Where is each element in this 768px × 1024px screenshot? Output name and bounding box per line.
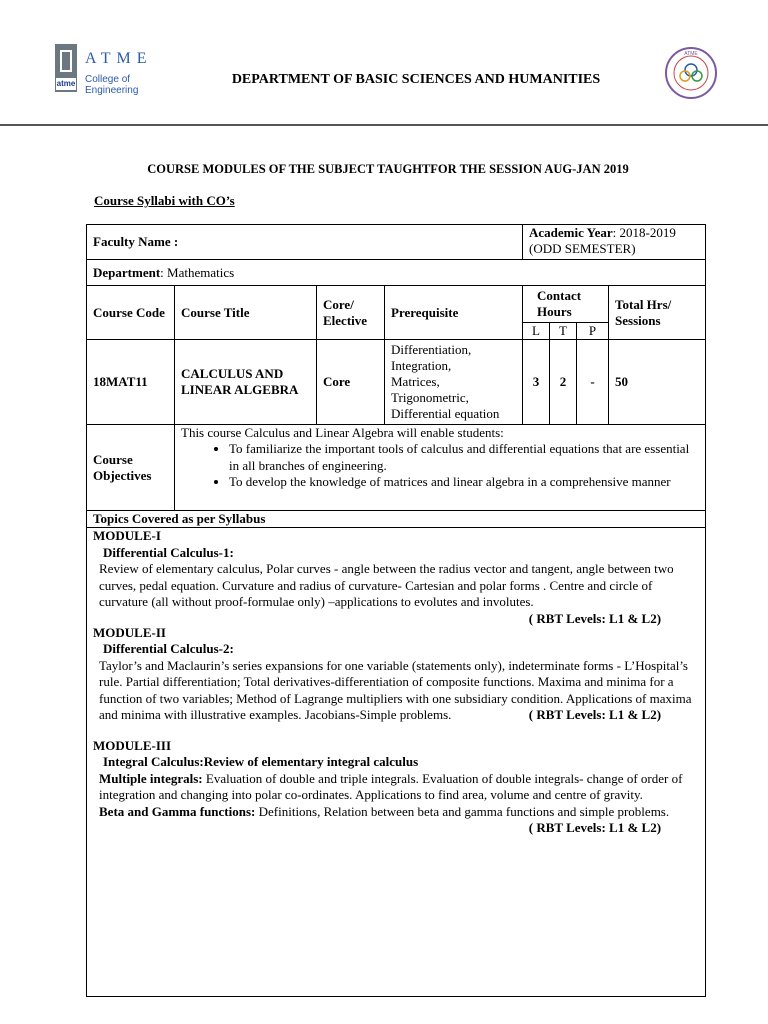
multiple-integrals-label: Multiple integrals: bbox=[99, 770, 203, 786]
objectives-intro: This course Calculus and Linear Algebra will enable students: bbox=[181, 425, 504, 440]
prerequisite-item: Differentiation, bbox=[391, 342, 472, 357]
academic-year-label: Academic Year bbox=[529, 225, 613, 240]
header-row-1 bbox=[87, 286, 706, 323]
topics-row bbox=[87, 528, 706, 997]
module-1-rbt-levels: ( RBT Levels: L1 & L2) bbox=[528, 610, 662, 626]
module-2-subtitle: Differential Calculus-2: bbox=[103, 641, 234, 656]
multiple-integrals-text: Evaluation of double and triple integrals. Evaluation of double integrals- change of order of integration and changing into polar co-ordinates. Applications to find area, volume and centre of gravity. bbox=[99, 770, 683, 802]
header-p: P bbox=[577, 323, 609, 340]
header-core-elective: Core/ Elective bbox=[317, 286, 385, 340]
header-prerequisite: Prerequisite bbox=[385, 286, 523, 340]
course-t: 2 bbox=[550, 340, 577, 425]
objective-item: • To familiarize the important tools of calculus and differential equations that are essential in all branches of engineering. bbox=[229, 441, 699, 474]
department-cell bbox=[87, 260, 706, 286]
objectives-row bbox=[87, 425, 706, 511]
course-title: CALCULUS AND LINEAR ALGEBRA bbox=[175, 340, 317, 425]
logo-subtext: College of Engineering bbox=[85, 74, 139, 96]
course-p: - bbox=[577, 340, 609, 425]
module-1-text bbox=[93, 561, 699, 626]
syllabi-heading: Course Syllabi with CO’s bbox=[94, 193, 235, 208]
topics-heading: Topics Covered as per Syllabus bbox=[87, 511, 706, 528]
course-code: 18MAT11 bbox=[87, 340, 175, 425]
module-2-text bbox=[93, 658, 699, 724]
logo-text: ATME bbox=[85, 50, 153, 67]
department-seal-icon bbox=[664, 46, 718, 100]
topics-heading-row bbox=[87, 511, 706, 528]
course-type: Core bbox=[317, 340, 385, 425]
logo-badge: atme bbox=[56, 79, 76, 88]
prerequisite-item: Integration, bbox=[391, 358, 452, 373]
module-1-title: MODULE-I bbox=[93, 528, 161, 543]
topics-cell bbox=[87, 528, 706, 997]
academic-year bbox=[523, 225, 706, 260]
module-3-multiple-integrals bbox=[93, 771, 699, 804]
svg-text:ATME: ATME bbox=[684, 51, 698, 57]
objective-item: • To develop the knowledge of matrices and linear algebra in a comprehensive manner bbox=[229, 474, 699, 491]
prerequisite-item: Differential equation bbox=[391, 406, 500, 421]
course-total: 50 bbox=[609, 340, 706, 425]
faculty-row bbox=[87, 225, 706, 260]
faculty-name-label: Faculty Name : bbox=[87, 225, 523, 260]
prerequisite-item: Matrices, bbox=[391, 374, 440, 389]
course-l: 3 bbox=[523, 340, 550, 425]
beta-gamma-label: Beta and Gamma functions: bbox=[99, 803, 256, 819]
module-3-beta-gamma bbox=[93, 803, 699, 835]
academic-year-value: : 2018-2019 (ODD SEMESTER) bbox=[529, 225, 676, 256]
department-value: : Mathematics bbox=[160, 264, 235, 280]
header-contact-hours: Contact Hours bbox=[523, 286, 609, 323]
module-3-subtitle: Integral Calculus:Review of elementary integral calculus bbox=[103, 754, 419, 769]
module-1-description: Review of elementary calculus, Polar curves - angle between the radius vector and tangent, angle between two curves, pedal equation. Curvature and radius of curvature- Cartesian and polar forms . Centre and circle of curvature (all without proof-formulae only) –applications to evolutes and involutes. bbox=[99, 561, 674, 609]
department-title: DEPARTMENT OF BASIC SCIENCES AND HUMANITIES bbox=[231, 72, 601, 87]
header-t: T bbox=[550, 323, 577, 340]
department-row bbox=[87, 260, 706, 286]
course-prerequisites bbox=[385, 340, 523, 425]
department-label: Department bbox=[93, 264, 161, 280]
subject-title: COURSE MODULES OF THE SUBJECT TAUGHTFOR THE SESSION AUG-JAN 2019 bbox=[147, 162, 629, 176]
objectives-cell bbox=[175, 425, 706, 511]
beta-gamma-text: Definitions, Relation between beta and gamma functions and simple problems. bbox=[255, 803, 670, 819]
module-2-description: Taylor’s and Maclaurin’s series expansions for one variable (statements only), indeterminate forms - L’Hospital’s rule. Partial differentiation; Total derivatives-differentiation of composite functions. Maxima and minima for a function of two variables; Method of Lagrange multipliers with one subsidiary condition. Applications of maxima and minima with illustrative examples. Jacobians-Simple problems. bbox=[99, 657, 692, 722]
header-course-code: Course Code bbox=[87, 286, 175, 340]
header-total-hrs: Total Hrs/ Sessions bbox=[609, 286, 706, 340]
objectives-list bbox=[181, 441, 699, 491]
module-2-title: MODULE-II bbox=[93, 624, 166, 640]
prerequisite-item: Trigonometric, bbox=[391, 390, 469, 405]
module-3-title: MODULE-III bbox=[93, 737, 172, 753]
course-table bbox=[86, 224, 706, 997]
module-1-subtitle: Differential Calculus-1: bbox=[103, 544, 234, 560]
header-divider bbox=[0, 124, 768, 126]
college-logo bbox=[55, 44, 175, 96]
objectives-label: Course Objectives bbox=[87, 425, 175, 511]
module-2-rbt-levels: ( RBT Levels: L1 & L2) bbox=[528, 707, 662, 722]
module-3-rbt-levels: ( RBT Levels: L1 & L2) bbox=[528, 820, 662, 835]
course-row bbox=[87, 340, 706, 425]
header-l: L bbox=[523, 323, 550, 340]
header-course-title: Course Title bbox=[175, 286, 317, 340]
